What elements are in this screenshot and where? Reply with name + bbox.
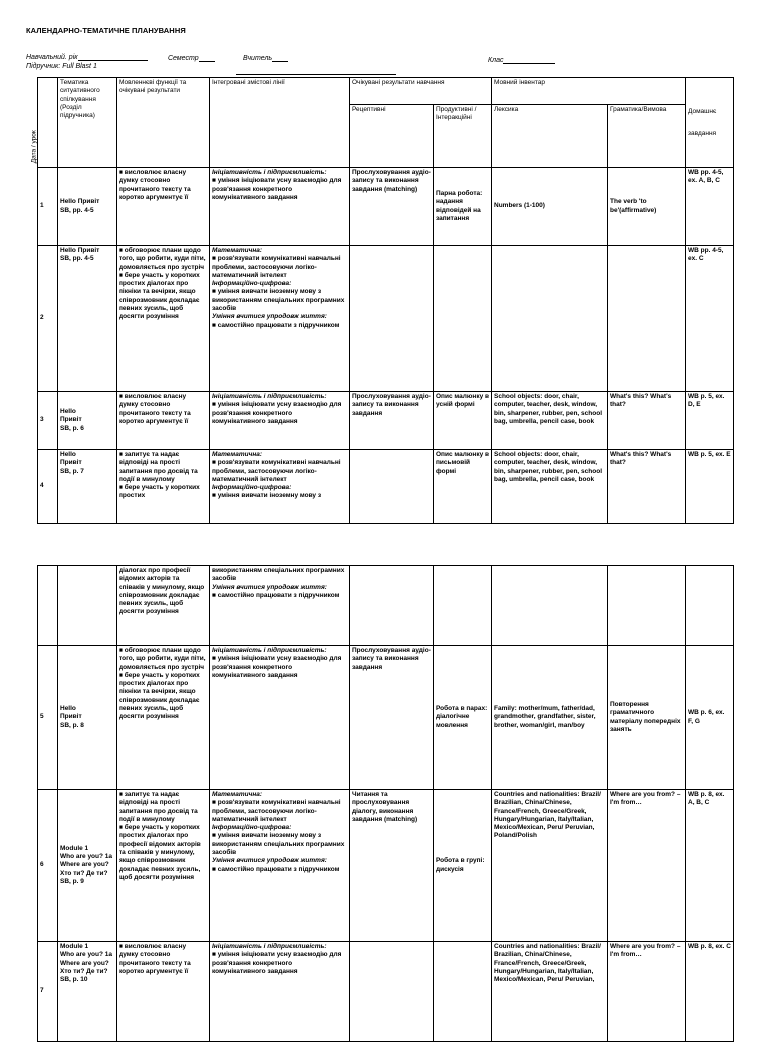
lesson-row: [38, 790, 734, 942]
grammar: Where are you from? – I'm from…: [608, 942, 686, 1042]
lesson-topic-line: SB, pp. 4-5: [60, 255, 94, 263]
semester-label: Семестр: [168, 55, 199, 62]
integrated-lines-line: ■ розв'язувати комунікативні навчальні проблеми, застосовуючи логіко-математичний інтелект: [212, 799, 341, 823]
lexis: [492, 566, 608, 646]
integrated-lines: [210, 646, 350, 790]
grammar: What's this? What's that?: [608, 392, 686, 450]
integrated-lines: [210, 168, 350, 246]
lesson-topic-line: Who are you? 1a: [60, 951, 113, 959]
meta-class: [488, 57, 555, 64]
speech-functions-line: ■ бере участь у коротких простих: [119, 484, 200, 500]
header-expected: Очікувані результати навчання: [350, 78, 492, 105]
lesson-row: [38, 566, 734, 646]
receptive-results: [350, 450, 434, 524]
integrated-lines-line: Інформаційно-цифрова:: [212, 484, 292, 492]
homework: WB p. 5, ex. D, E: [686, 392, 734, 450]
lesson-topic-line: Привіт: [60, 416, 82, 424]
semester-blank: [199, 61, 215, 62]
integrated-lines-line: Уміння вчитися упродовж життя:: [212, 583, 327, 591]
productive-results: [434, 566, 492, 646]
integrated-lines: [210, 450, 350, 524]
speech-functions-line: ■ бере участь у коротких простих діалогах про професії відомих акторів та співаків у минулому, якщо співрозмовник докладає певних зусиль, щоб досягти розуміння: [119, 824, 201, 881]
integrated-lines-line: Математична:: [212, 451, 263, 458]
integrated-lines: [210, 790, 350, 942]
speech-functions-line: ■ запитує та надає відповіді на прості запитання про досвід та події в минулому: [119, 451, 198, 483]
grammar: [608, 566, 686, 646]
lesson-topic-line: SB, p. 10: [60, 976, 88, 984]
lesson-topic: [58, 450, 117, 524]
teacher-label: Вчитель: [243, 55, 273, 62]
speech-functions-line: ■ висловлює власну думку стосовно прочитаного тексту та коротко аргументує її: [119, 169, 191, 201]
lesson-number: 2: [38, 246, 58, 392]
lesson-topic-line: Привіт: [60, 459, 82, 467]
receptive-results: [350, 942, 434, 1042]
header-integrated: Інтегровані змістові лінії: [210, 78, 350, 168]
integrated-lines-line: ■ уміння вивчати іноземну мову з: [212, 492, 322, 500]
meta-year: [26, 54, 148, 61]
lesson-topic-line: SB, p. 7: [60, 467, 84, 475]
integrated-lines-line: ■ розв'язувати комунікативні навчальні проблеми, застосовуючи логіко-математичний інтелект: [212, 459, 341, 483]
speech-functions: [117, 566, 210, 646]
lesson-topic-line: SB, p. 6: [60, 424, 84, 432]
header-productive: Продуктивні / Інтеракційні: [434, 105, 492, 168]
productive-results: Опис малюнку в письмовій формі: [434, 450, 492, 524]
integrated-lines-line: Ініціативність і підприємливість:: [212, 943, 327, 950]
lesson-topic-line: SB, p. 8: [60, 721, 84, 729]
receptive-results: Прослуховування аудіо-запису та виконання завдання: [350, 646, 434, 790]
meta-semester: [168, 55, 215, 62]
lesson-topic: [58, 168, 117, 246]
lesson-topic: [58, 566, 117, 646]
receptive-results: Читання та прослуховування діалогу, виконання завдання (matching): [350, 790, 434, 942]
textbook-label: Підручник: Full Blast 1: [26, 63, 97, 70]
lesson-row: [38, 392, 734, 450]
receptive-results: Прослуховування аудіо-запису та виконання завдання: [350, 392, 434, 450]
productive-results: Робота в групі: дискусія: [434, 790, 492, 942]
integrated-lines-line: ■ самостійно працювати з підручником: [212, 591, 340, 599]
speech-functions-line: ■ бере участь у коротких простих діалогах про пікніки та вечірки, якщо співрозмовник докладає певних зусиль, щоб досягти розуміння: [119, 271, 200, 321]
integrated-lines-line: Ініціативність і підприємливість:: [212, 393, 327, 400]
speech-functions-line: ■ запитує та надає відповіді на прості запитання про досвід та події в минулому: [119, 791, 198, 823]
homework: WB p. 8, ex. C: [686, 942, 734, 1042]
integrated-lines-line: ■ самостійно працювати з підручником: [212, 321, 340, 329]
speech-functions: [117, 942, 210, 1042]
document-title: КАЛЕНДАРНО-ТЕМАТИЧНЕ ПЛАНУВАННЯ: [26, 26, 186, 35]
lesson-topic-line: Hello: [60, 408, 76, 416]
lesson-number: 3: [38, 392, 58, 450]
lesson-topic: [58, 246, 117, 392]
integrated-lines: [210, 566, 350, 646]
planning-table-1: [30, 77, 734, 524]
meta-teacher: [243, 55, 288, 62]
integrated-lines-line: ■ уміння ініціювати усну взаємодію для розв'язання конкретного комунікативного завдання: [212, 655, 342, 679]
lesson-topic-line: Module 1: [60, 943, 89, 950]
lesson-number: 4: [38, 450, 58, 524]
receptive-results: [350, 246, 434, 392]
lesson-topic-line: Where are you? Хто ти? Де ти?: [60, 959, 109, 975]
homework: WB pp. 4-5, ex. A, B, C: [686, 168, 734, 246]
integrated-lines: [210, 246, 350, 392]
speech-functions-line: ■ обговорює плани щодо того, що робити, куди піти, домовляється про зустріч: [119, 647, 206, 671]
integrated-lines-line: Уміння вчитися упродовж життя:: [212, 313, 327, 321]
speech-functions: [117, 392, 210, 450]
header-topic: Тематика ситуативного спілкування (Розділ підручника): [58, 78, 117, 168]
integrated-lines-line: Математична:: [212, 791, 263, 798]
productive-results: Парна робота: надання відповідей на запитання: [434, 168, 492, 246]
speech-functions: [117, 246, 210, 392]
speech-functions-line: ■ висловлює власну думку стосовно прочитаного тексту та коротко аргументує її: [119, 943, 191, 975]
lesson-row: [38, 942, 734, 1042]
lesson-topic-line: SB, pp. 4-5: [60, 206, 94, 214]
grammar: What's this? What's that?: [608, 450, 686, 524]
grammar: The verb 'to be'(affirmative): [608, 168, 686, 246]
header-rule: [236, 74, 396, 75]
header-receptive: Рецептивні: [350, 105, 434, 168]
lesson-number: 7: [38, 942, 58, 1042]
homework: WB p. 8, ex. A, B, C: [686, 790, 734, 942]
lesson-row: [38, 450, 734, 524]
productive-results: [434, 246, 492, 392]
lesson-topic-line: Привіт: [60, 713, 82, 721]
lesson-topic-line: Hello: [60, 451, 76, 458]
speech-functions: [117, 450, 210, 524]
speech-functions-line: ■ висловлює власну думку стосовно прочитаного тексту та коротко аргументує її: [119, 393, 191, 425]
lesson-number: 6: [38, 790, 58, 942]
speech-functions-line: ■ бере участь у коротких простих діалогах про пікніки та вечірки, якщо співрозмовник докладає певних зусиль, щоб досягти розуміння: [119, 671, 200, 721]
lexis: Countries and nationalities: Brazil/ Brazilian, China/Chinese, France/French, Greece/Greek, Hungary/Hungarian, Italy/Italian, Mexico/Mexican, Peru/ Peruvian,: [492, 942, 608, 1042]
integrated-lines-line: ■ уміння вивчати іноземну мову з використанням спеціальних програмних засобів: [212, 288, 345, 313]
integrated-lines-line: Ініціативність і підприємливість:: [212, 169, 327, 176]
class-blank: [503, 63, 555, 64]
lesson-topic-line: Hello Привіт: [60, 198, 100, 206]
lesson-topic-line: Who are you? 1a: [60, 853, 113, 861]
lesson-row: [38, 646, 734, 790]
lexis: [492, 246, 608, 392]
integrated-lines: [210, 392, 350, 450]
lesson-topic: [58, 942, 117, 1042]
grammar: [608, 246, 686, 392]
integrated-lines-line: ■ розв'язувати комунікативні навчальні проблеми, застосовуючи логіко-математичний інтелект: [212, 255, 341, 279]
lesson-topic-line: Module 1: [60, 844, 89, 852]
productive-results: [434, 942, 492, 1042]
integrated-lines-line: ■ уміння ініціювати усну взаємодію для розв'язання конкретного комунікативного завдання: [212, 951, 342, 975]
lesson-topic-line: Hello Привіт: [60, 247, 100, 254]
class-label: Клас: [488, 57, 504, 64]
grammar: Повторення граматичного матеріалу попередніх занять: [608, 646, 686, 790]
lesson-number: 1: [38, 168, 58, 246]
integrated-lines-line: Уміння вчитися упродовж життя:: [212, 857, 327, 865]
header-lexis: Лексика: [492, 105, 608, 168]
integrated-lines-line: Ініціативність і підприємливість:: [212, 647, 327, 654]
productive-results: Робота в парах: діалогічне мовлення: [434, 646, 492, 790]
homework: WB p. 5, ex. E: [686, 450, 734, 524]
speech-functions-line: діалогах про професії відомих акторів та співаків у минулому, якщо співрозмовник докладає певних зусиль, щоб досягти розуміння: [119, 567, 205, 616]
speech-functions-line: ■ обговорює плани щодо того, що робити, куди піти, домовляється про зустріч: [119, 247, 206, 271]
lesson-topic: [58, 790, 117, 942]
productive-results: Опис малюнку в усній формі: [434, 392, 492, 450]
homework: [686, 566, 734, 646]
teacher-blank: [272, 61, 288, 62]
lesson-topic-line: Hello: [60, 705, 76, 713]
header-speech: Мовленнєві функції та очікувані результати: [117, 78, 210, 168]
integrated-lines-line: ■ уміння ініціювати усну взаємодію для розв'язання конкретного комунікативного завдання: [212, 177, 342, 201]
speech-functions: [117, 168, 210, 246]
integrated-lines-line: використанням спеціальних програмних засобів: [212, 567, 345, 583]
lexis: Countries and nationalities: Brazil/ Brazilian, China/Chinese, France/French, Greece/Greek, Hungary/Hungarian, Italy/Italian, Mexico/Mexican, Peru/ Peruvian, Poland/Polish: [492, 790, 608, 942]
integrated-lines: [210, 942, 350, 1042]
lexis: Family: mother/mum, father/dad, grandmother, grandfather, sister, brother, woman/girl, man/boy: [492, 646, 608, 790]
homework: WB p. 6, ex. F, G: [686, 646, 734, 790]
integrated-lines-line: ■ самостійно працювати з підручником: [212, 865, 340, 873]
lesson-topic-line: Where are you? Хто ти? Де ти?: [60, 861, 109, 877]
lexis: School objects: door, chair, computer, teacher, desk, window, bin, sharpener, rubber, pen, school bag, umbrella, pencil case, book: [492, 450, 608, 524]
lesson-number: 5: [38, 646, 58, 790]
integrated-lines-line: ■ уміння ініціювати усну взаємодію для розв'язання конкретного комунікативного завдання: [212, 401, 342, 425]
grammar: Where are you from? – I'm from…: [608, 790, 686, 942]
integrated-lines-line: Інформаційно-цифрова:: [212, 824, 292, 832]
lesson-row: [38, 246, 734, 392]
header-inventory: Мовний інвентар: [492, 78, 686, 105]
lesson-topic: [58, 646, 117, 790]
speech-functions: [117, 790, 210, 942]
receptive-results: Прослуховування аудіо-запису та виконання завдання (matching): [350, 168, 434, 246]
lesson-topic-line: SB, p. 9: [60, 877, 84, 885]
year-label: Навчальний. рік: [26, 54, 78, 61]
header-date: Дата / урок: [38, 78, 58, 168]
year-blank: [78, 60, 148, 61]
homework: WB pp. 4-5, ex. C: [686, 246, 734, 392]
planning-table-2: [37, 565, 734, 1042]
lesson-row: [38, 168, 734, 246]
receptive-results: [350, 566, 434, 646]
lesson-number: [38, 566, 58, 646]
header-row: [38, 78, 734, 105]
lexis: Numbers (1-100): [492, 168, 608, 246]
speech-functions: [117, 646, 210, 790]
lexis: School objects: door, chair, computer, teacher, desk, window, bin, sharpener, rubber, pen, school bag, umbrella, pencil case, book: [492, 392, 608, 450]
integrated-lines-line: Математична:: [212, 247, 263, 254]
header-grammar: Граматика/Вимова: [608, 105, 686, 168]
integrated-lines-line: ■ уміння вивчати іноземну мову з використанням спеціальних програмних засобів: [212, 832, 345, 857]
header-homework: Домашнє завдання: [686, 78, 734, 168]
integrated-lines-line: Інформаційно-цифрова:: [212, 280, 292, 288]
lesson-topic: [58, 392, 117, 450]
